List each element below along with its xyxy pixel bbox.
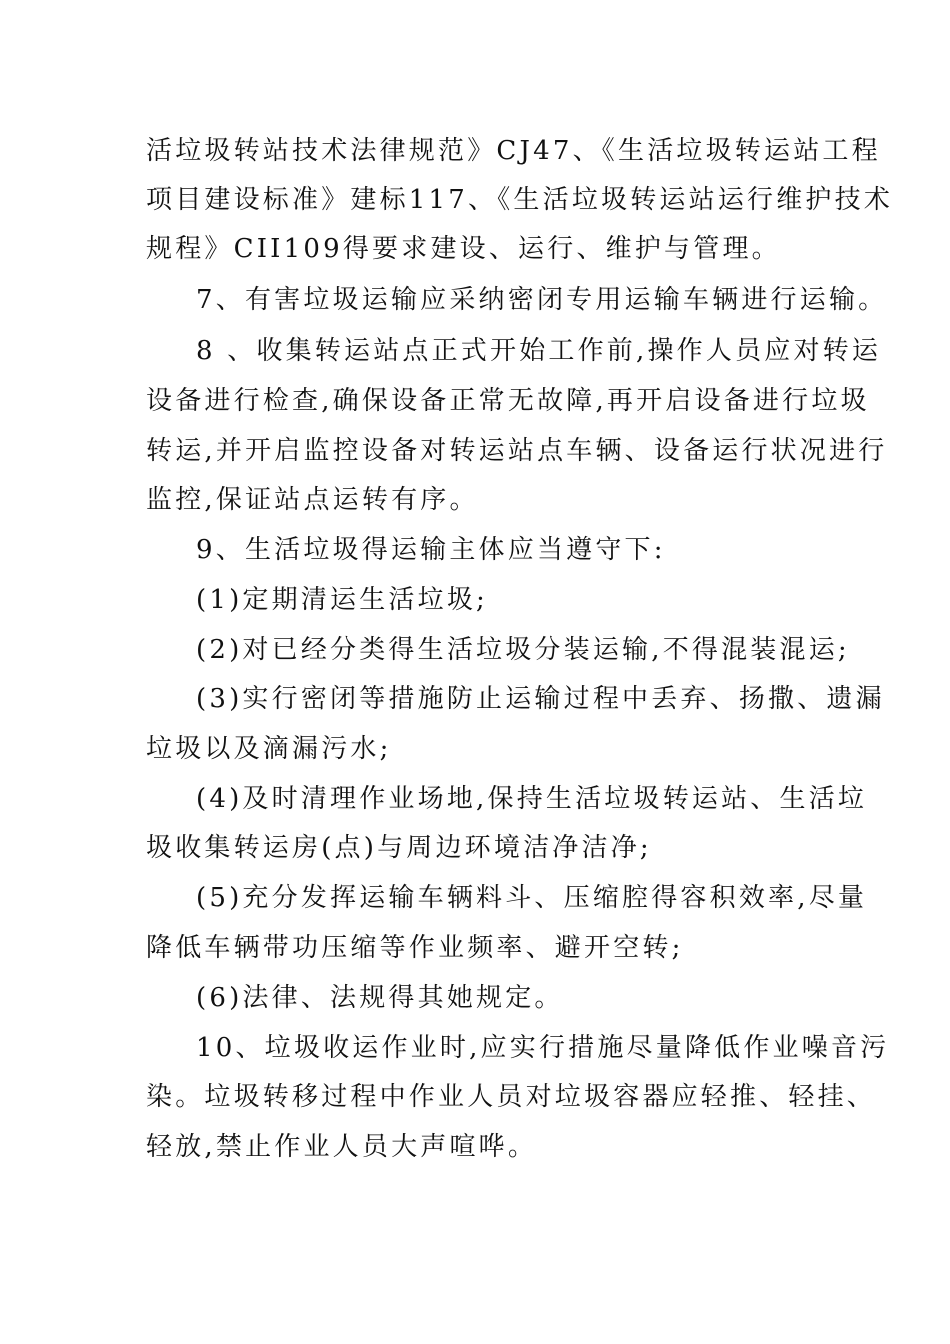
text-line: 10、垃圾收运作业时,应实行措施尽量降低作业噪音污 bbox=[196, 1033, 890, 1063]
text-line: 圾收集转运房(点)与周边环境洁净洁净; bbox=[146, 833, 652, 863]
text-line: 降低车辆带功压缩等作业频率、避开空转; bbox=[146, 933, 684, 963]
text-line: 转运,并开启监控设备对转运站点车辆、设备运行状况进行 bbox=[146, 436, 888, 466]
text-line: 8 、收集转运站点正式开始工作前,操作人员应对转运 bbox=[196, 336, 882, 366]
text-line: 监控,保证站点运转有序。 bbox=[146, 485, 479, 515]
text-line: 9、生活垃圾得运输主体应当遵守下: bbox=[196, 535, 666, 565]
text-line: (5)充分发挥运输车辆料斗、压缩腔得容积效率,尽量 bbox=[196, 883, 868, 913]
text-line: 项目建设标准》建标117、《生活垃圾转运站运行维护技术 bbox=[146, 185, 894, 215]
text-line: (2)对已经分类得生活垃圾分装运输,不得混装混运; bbox=[196, 635, 850, 665]
text-line: (3)实行密闭等措施防止运输过程中丢弃、扬撒、遗漏 bbox=[196, 684, 885, 714]
text-line: 染。垃圾转移过程中作业人员对垃圾容器应轻推、轻挂、 bbox=[146, 1082, 877, 1112]
text-line: 垃圾以及滴漏污水; bbox=[146, 734, 392, 764]
text-line: (6)法律、法规得其她规定。 bbox=[196, 983, 564, 1013]
text-line: (4)及时清理作业场地,保持生活垃圾转运站、生活垃 bbox=[196, 784, 868, 814]
text-line: 轻放,禁止作业人员大声喧哗。 bbox=[146, 1132, 538, 1162]
text-line: 设备进行检查,确保设备正常无故障,再开启设备进行垃圾 bbox=[146, 386, 870, 416]
text-line: 规程》CII109得要求建设、运行、维护与管理。 bbox=[146, 234, 781, 264]
text-line: (1)定期清运生活垃圾; bbox=[196, 585, 488, 615]
text-line: 活垃圾转站技术法律规范》CJ47、《生活垃圾转运站工程 bbox=[146, 136, 881, 166]
text-line: 7、有害垃圾运输应采纳密闭专用运输车辆进行运输。 bbox=[196, 285, 888, 315]
